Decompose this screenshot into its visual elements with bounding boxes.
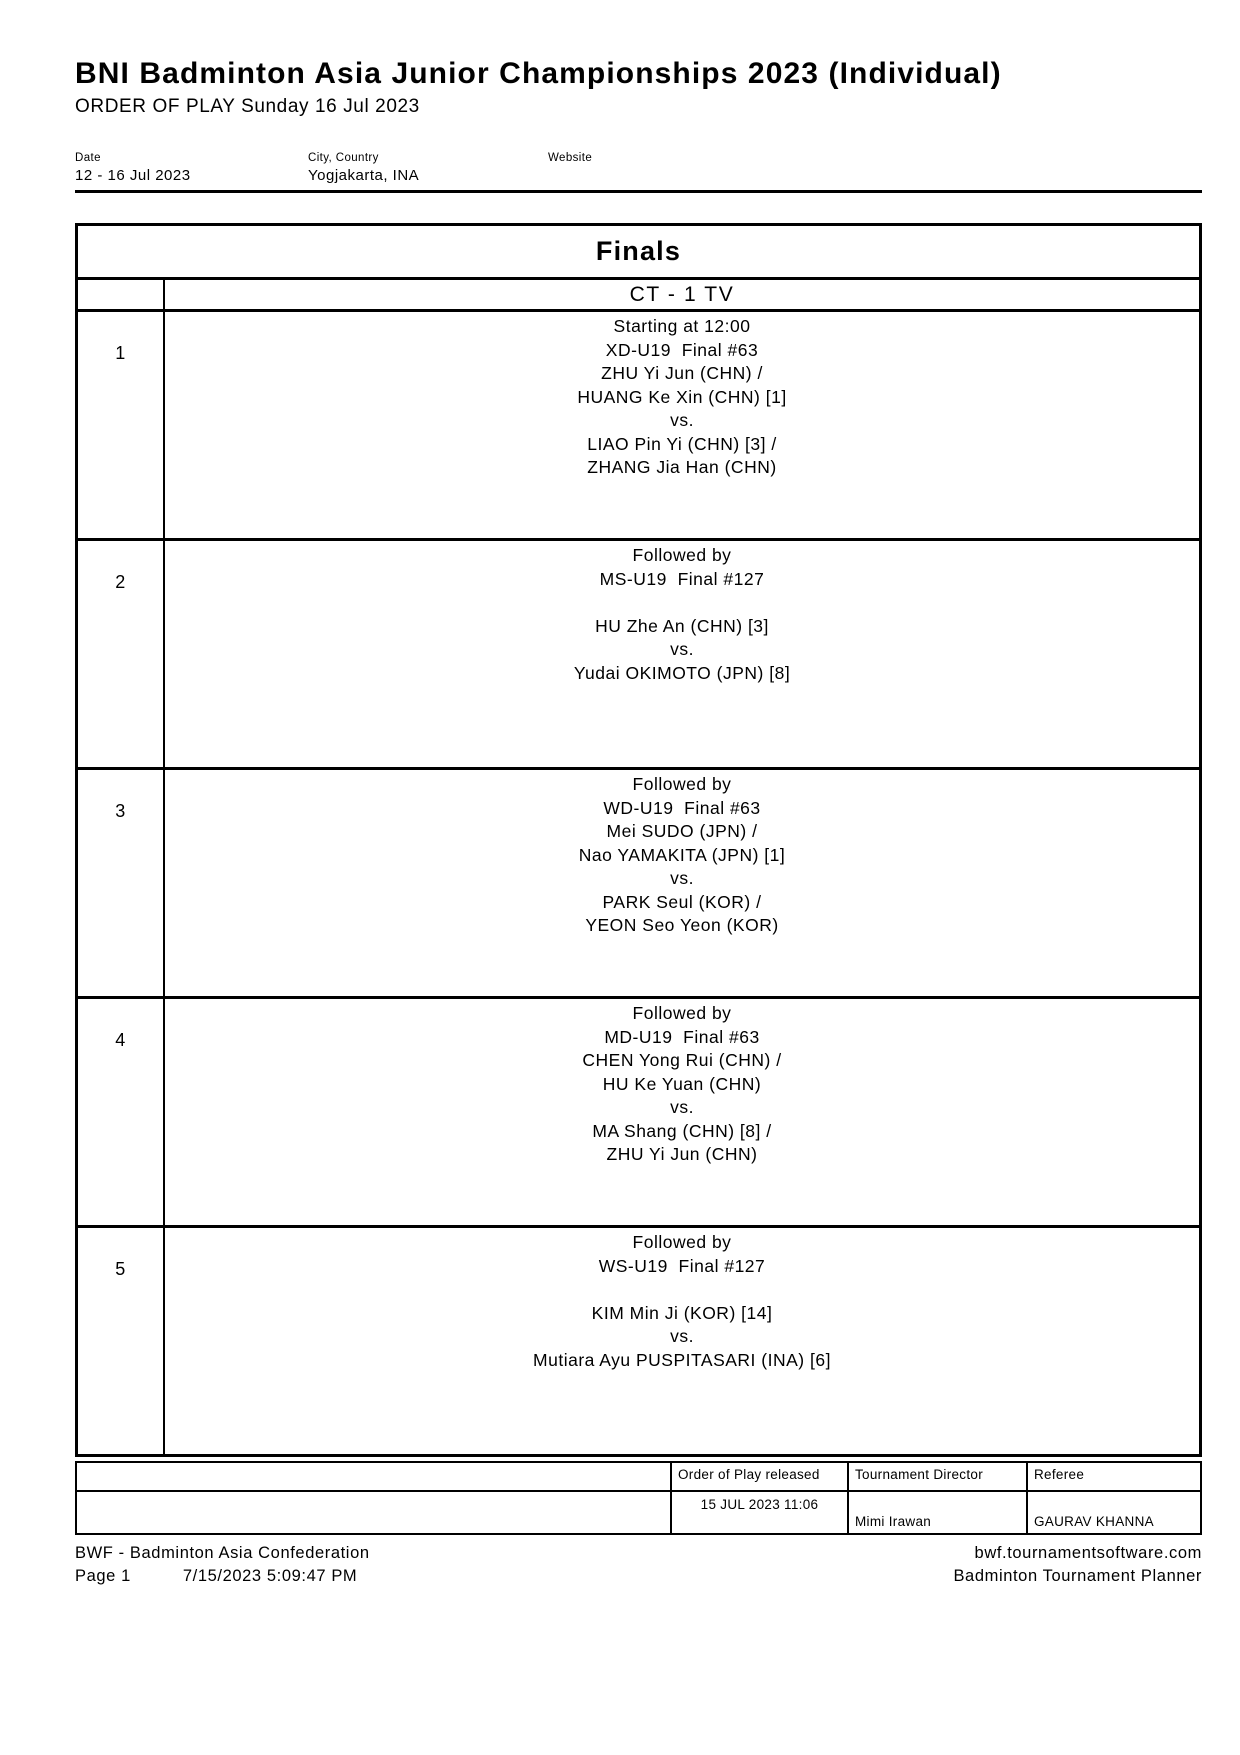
match-line: Yudai OKIMOTO (JPN) [8] [573, 662, 791, 683]
match-number: 4 [78, 999, 165, 1225]
order-released-label: Order of Play released [670, 1463, 847, 1490]
document-header [75, 57, 1202, 118]
match-line: vs. [670, 868, 694, 888]
date-value: 12 - 16 Jul 2023 [75, 167, 191, 184]
match-line: MA Shang (CHN) [8] / [592, 1120, 772, 1141]
release-empty-cell-2 [77, 1490, 670, 1533]
match-number: 1 [78, 312, 165, 538]
footer-left [75, 1542, 370, 1587]
match-line: KIM Min Ji (KOR) [14] [591, 1302, 773, 1323]
match-line: vs. [670, 410, 694, 430]
order-released-value: 15 JUL 2023 11:06 [670, 1490, 847, 1533]
match-line: vs. [670, 1326, 694, 1346]
footer-right [953, 1542, 1202, 1587]
match-line: HU Zhe An (CHN) [3] [595, 615, 769, 636]
software-name: Badminton Tournament Planner [953, 1566, 1202, 1585]
website-label: Website [548, 152, 593, 164]
match-line: Starting at 12:00 [613, 316, 751, 336]
round-title: Finals [78, 226, 1199, 280]
organization-name: BWF - Badminton Asia Confederation [75, 1544, 370, 1562]
referee-value: GAURAV KHANNA [1026, 1490, 1200, 1533]
match-line: Mutiara Ayu PUSPITASARI (INA) [6] [533, 1349, 831, 1370]
match-line: Followed by [632, 1232, 732, 1252]
tournament-director-value: Mimi Irawan [847, 1490, 1026, 1533]
match-line: HUANG Ke Xin (CHN) [1] [577, 386, 787, 407]
referee-label: Referee [1026, 1463, 1200, 1490]
release-info-table [75, 1461, 1202, 1535]
match-line: Nao YAMAKITA (JPN) [1] [578, 844, 786, 865]
match-number: 3 [78, 770, 165, 996]
match-number: 2 [78, 541, 165, 767]
match-line [165, 1278, 1199, 1302]
tournament-info-row [75, 152, 1202, 193]
info-website [548, 152, 592, 167]
match-line: MS-U19 Final #127 [599, 568, 765, 589]
tournament-director-label: Tournament Director [847, 1463, 1026, 1490]
match-line: Followed by [632, 545, 732, 565]
page-footer [75, 1542, 1202, 1587]
city-country-value: Yogjakarta, INA [308, 167, 420, 184]
match-line: LIAO Pin Yi (CHN) [3] / [587, 433, 777, 454]
match-line: Followed by [632, 774, 732, 794]
page-info-line [75, 1565, 370, 1588]
match-line: ZHU Yi Jun (CHN) [606, 1144, 758, 1164]
match-row [78, 312, 1199, 541]
match-line [165, 591, 1199, 615]
match-row [78, 999, 1199, 1228]
match-row [78, 770, 1199, 999]
match-line: Followed by [632, 1003, 732, 1023]
match-line: Mei SUDO (JPN) / [606, 821, 758, 841]
match-line: HU Ke Yuan (CHN) [602, 1073, 762, 1094]
match-line: vs. [670, 1097, 694, 1117]
match-row [78, 541, 1199, 770]
match-row [78, 1228, 1199, 1454]
release-empty-cell [77, 1463, 670, 1490]
order-of-play-subtitle: ORDER OF PLAY Sunday 16 Jul 2023 [75, 96, 420, 117]
match-line: ZHANG Jia Han (CHN) [587, 457, 777, 477]
info-date [75, 152, 191, 184]
match-line: CHEN Yong Rui (CHN) / [582, 1050, 782, 1070]
match-line: ZHU Yi Jun (CHN) / [601, 363, 763, 383]
software-website: bwf.tournamentsoftware.com [974, 1544, 1202, 1562]
city-country-label: City, Country [308, 152, 379, 164]
match-line: XD-U19 Final #63 [605, 339, 759, 360]
match-line: MD-U19 Final #63 [604, 1026, 760, 1047]
match-details [165, 999, 1199, 1225]
page-number: Page 1 [75, 1566, 131, 1585]
court-header-empty-cell [78, 280, 165, 309]
generated-timestamp: 7/15/2023 5:09:47 PM [182, 1566, 358, 1585]
match-number: 5 [78, 1228, 165, 1454]
match-line: vs. [670, 639, 694, 659]
court-header-row [78, 280, 1199, 312]
match-line: PARK Seul (KOR) / [602, 891, 762, 912]
date-label: Date [75, 152, 101, 164]
match-details [165, 541, 1199, 767]
match-line: YEON Seo Yeon (KOR) [585, 915, 779, 935]
match-details [165, 312, 1199, 538]
info-city-country [308, 152, 419, 184]
match-details [165, 770, 1199, 996]
match-list [78, 312, 1199, 1454]
court-name: CT - 1 TV [629, 283, 735, 306]
tournament-title: BNI Badminton Asia Junior Championships 2023 (Individual) [75, 57, 1002, 90]
match-line: WD-U19 Final #63 [603, 797, 761, 818]
order-of-play-table [75, 223, 1202, 1457]
match-details [165, 1228, 1199, 1454]
match-line: WS-U19 Final #127 [598, 1255, 766, 1276]
